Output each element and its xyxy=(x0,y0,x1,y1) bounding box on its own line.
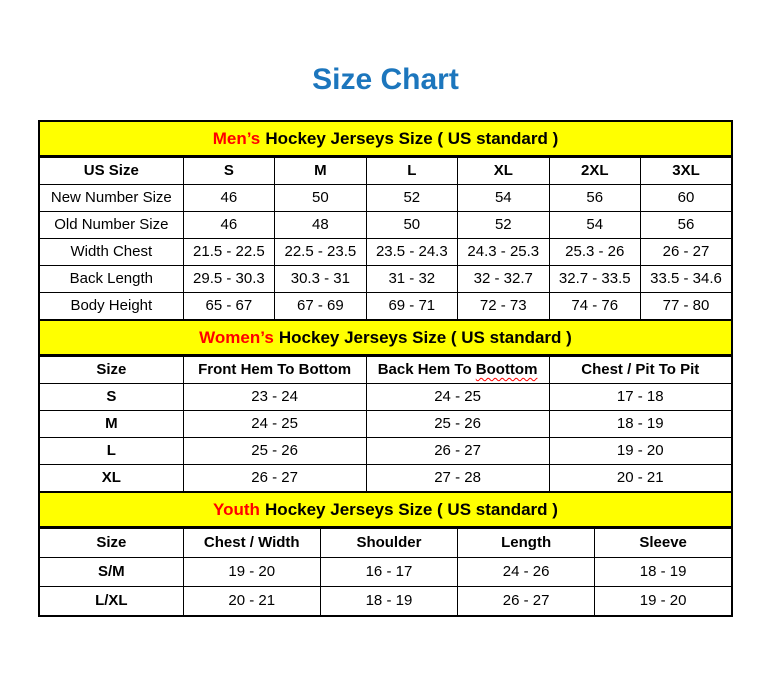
column-header: Shoulder xyxy=(320,529,457,558)
column-header: S xyxy=(183,158,274,185)
size-value-cell: 17 - 18 xyxy=(549,384,732,411)
misspelled-word: Boottom xyxy=(475,361,538,378)
row-label: Body Height xyxy=(39,293,183,321)
table-row xyxy=(39,384,732,411)
row-label: S xyxy=(39,384,183,411)
column-header: XL xyxy=(458,158,549,185)
size-value-cell: 32.7 - 33.5 xyxy=(549,266,640,293)
size-value-cell: 26 - 27 xyxy=(366,438,549,465)
table-row xyxy=(39,411,732,438)
size-value-cell: 24 - 25 xyxy=(183,411,366,438)
size-value-cell: 25.3 - 26 xyxy=(549,239,640,266)
youth-size-table xyxy=(38,528,733,617)
row-label-column-header: Size xyxy=(39,357,183,384)
size-value-cell: 24 - 26 xyxy=(458,558,595,587)
youth-size-section xyxy=(38,493,733,617)
size-value-cell: 67 - 69 xyxy=(275,293,366,321)
womens-section-highlight: Women’s xyxy=(199,328,274,347)
column-header: Length xyxy=(458,529,595,558)
size-value-cell: 52 xyxy=(366,185,457,212)
size-value-cell: 21.5 - 22.5 xyxy=(183,239,274,266)
row-label: XL xyxy=(39,465,183,493)
size-value-cell: 26 - 27 xyxy=(183,465,366,493)
column-header-text: Back Hem To xyxy=(377,361,476,378)
size-value-cell: 77 - 80 xyxy=(640,293,732,321)
womens-section-title: Hockey Jerseys Size ( US standard ) xyxy=(278,328,572,347)
size-value-cell: 46 xyxy=(183,185,274,212)
mens-size-section xyxy=(38,120,733,321)
size-value-cell: 32 - 32.7 xyxy=(458,266,549,293)
table-row xyxy=(39,212,732,239)
youth-section-header xyxy=(38,493,733,528)
size-value-cell: 19 - 20 xyxy=(183,558,320,587)
column-header: L xyxy=(366,158,457,185)
table-row xyxy=(39,587,732,616)
column-header xyxy=(366,357,549,384)
size-value-cell: 20 - 21 xyxy=(183,587,320,616)
size-value-cell: 24.3 - 25.3 xyxy=(458,239,549,266)
mens-section-header xyxy=(38,120,733,157)
row-label: M xyxy=(39,411,183,438)
size-value-cell: 30.3 - 31 xyxy=(275,266,366,293)
column-header: Chest / Pit To Pit xyxy=(549,357,732,384)
size-value-cell: 56 xyxy=(640,212,732,239)
column-header: 3XL xyxy=(640,158,732,185)
row-label: New Number Size xyxy=(39,185,183,212)
header-row xyxy=(39,529,732,558)
table-row xyxy=(39,239,732,266)
table-row xyxy=(39,185,732,212)
size-value-cell: 27 - 28 xyxy=(366,465,549,493)
size-value-cell: 56 xyxy=(549,185,640,212)
womens-size-section xyxy=(38,321,733,493)
size-value-cell: 46 xyxy=(183,212,274,239)
size-value-cell: 65 - 67 xyxy=(183,293,274,321)
column-header: Front Hem To Bottom xyxy=(183,357,366,384)
size-value-cell: 19 - 20 xyxy=(549,438,732,465)
table-row xyxy=(39,558,732,587)
row-label: Back Length xyxy=(39,266,183,293)
size-value-cell: 18 - 19 xyxy=(320,587,457,616)
size-value-cell: 72 - 73 xyxy=(458,293,549,321)
youth-section-title: Hockey Jerseys Size ( US standard ) xyxy=(265,500,558,519)
size-value-cell: 29.5 - 30.3 xyxy=(183,266,274,293)
size-value-cell: 69 - 71 xyxy=(366,293,457,321)
size-value-cell: 23 - 24 xyxy=(183,384,366,411)
size-value-cell: 50 xyxy=(275,185,366,212)
youth-section-highlight: Youth xyxy=(213,500,260,519)
size-value-cell: 54 xyxy=(549,212,640,239)
size-value-cell: 25 - 26 xyxy=(183,438,366,465)
page-title: Size Chart xyxy=(312,63,459,96)
size-value-cell: 26 - 27 xyxy=(458,587,595,616)
table-row xyxy=(39,266,732,293)
size-value-cell: 60 xyxy=(640,185,732,212)
womens-section-header xyxy=(38,321,733,356)
size-value-cell: 22.5 - 23.5 xyxy=(275,239,366,266)
size-value-cell: 54 xyxy=(458,185,549,212)
size-value-cell: 19 - 20 xyxy=(595,587,732,616)
column-header: Chest / Width xyxy=(183,529,320,558)
mens-section-title: Hockey Jerseys Size ( US standard ) xyxy=(265,129,559,148)
size-value-cell: 23.5 - 24.3 xyxy=(366,239,457,266)
row-label: L xyxy=(39,438,183,465)
table-row xyxy=(39,465,732,493)
row-label-column-header: US Size xyxy=(39,158,183,185)
size-value-cell: 52 xyxy=(458,212,549,239)
row-label: L/XL xyxy=(39,587,183,616)
size-value-cell: 74 - 76 xyxy=(549,293,640,321)
mens-section-highlight: Men’s xyxy=(212,129,261,148)
size-value-cell: 33.5 - 34.6 xyxy=(640,266,732,293)
womens-size-table xyxy=(38,356,733,493)
row-label: Old Number Size xyxy=(39,212,183,239)
row-label-column-header: Size xyxy=(39,529,183,558)
size-value-cell: 18 - 19 xyxy=(549,411,732,438)
size-chart-page xyxy=(38,0,733,617)
size-value-cell: 50 xyxy=(366,212,457,239)
size-value-cell: 18 - 19 xyxy=(595,558,732,587)
header-row xyxy=(39,357,732,384)
size-value-cell: 31 - 32 xyxy=(366,266,457,293)
mens-size-table xyxy=(38,157,733,321)
header-row xyxy=(39,158,732,185)
table-row xyxy=(39,438,732,465)
column-header: 2XL xyxy=(549,158,640,185)
size-value-cell: 25 - 26 xyxy=(366,411,549,438)
size-value-cell: 48 xyxy=(275,212,366,239)
size-value-cell: 26 - 27 xyxy=(640,239,732,266)
size-value-cell: 24 - 25 xyxy=(366,384,549,411)
row-label: S/M xyxy=(39,558,183,587)
column-header: Sleeve xyxy=(595,529,732,558)
size-value-cell: 20 - 21 xyxy=(549,465,732,493)
size-value-cell: 16 - 17 xyxy=(320,558,457,587)
table-row xyxy=(39,293,732,321)
row-label: Width Chest xyxy=(39,239,183,266)
column-header: M xyxy=(275,158,366,185)
